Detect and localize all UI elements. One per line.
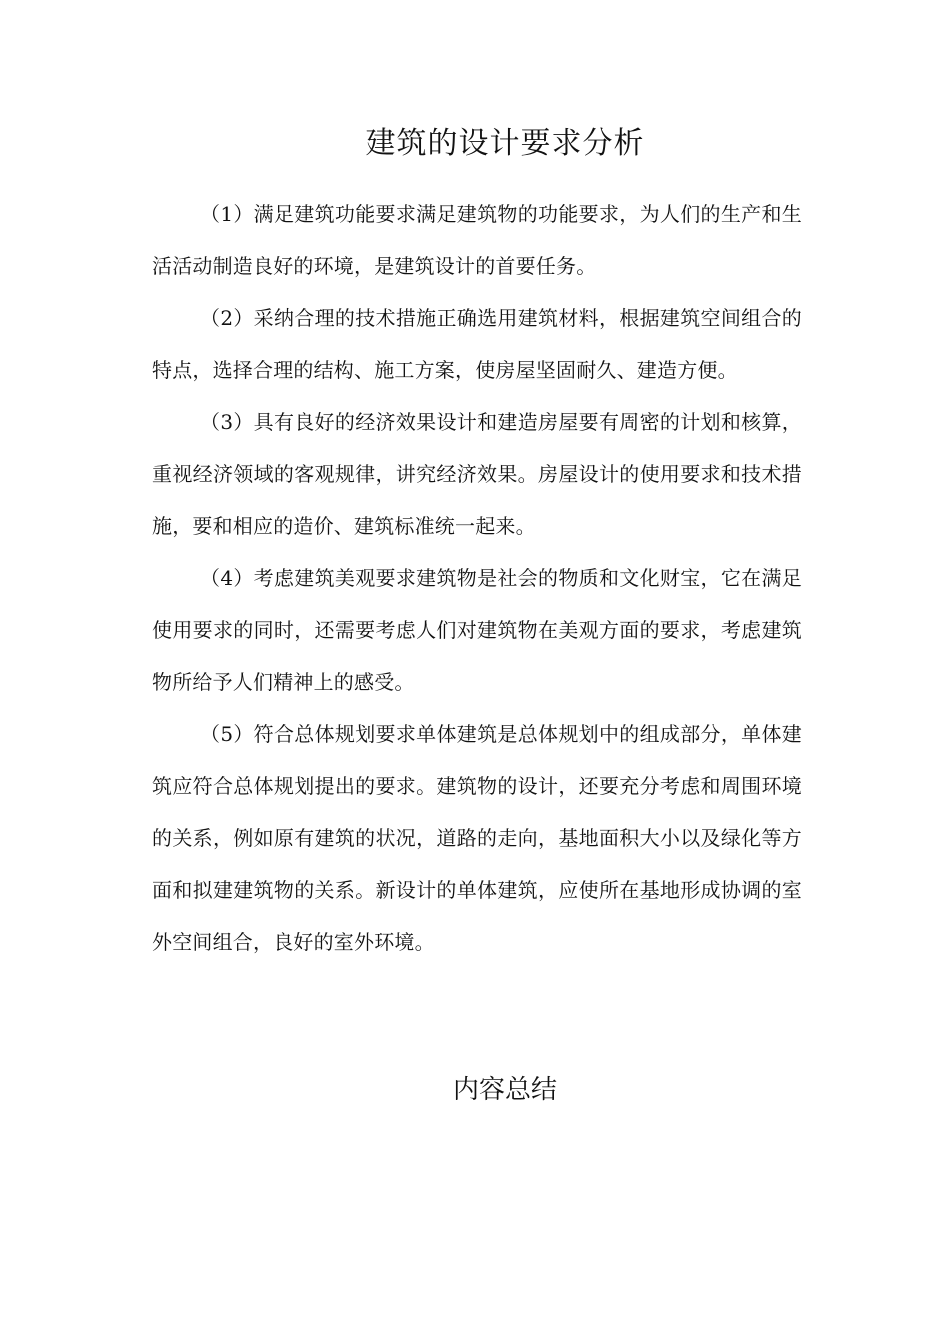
paragraph-3: （3）具有良好的经济效果设计和建造房屋要有周密的计划和核算，重视经济领域的客观规律，讲究经济效果。房屋设计的使用要求和技术措施，要和相应的造价、建筑标准统一起来。 [152, 410, 802, 538]
paragraph-5: （5）符合总体规划要求单体建筑是总体规划中的组成部分，单体建筑应符合总体规划提出的要求。建筑物的设计，还要充分考虑和周围环境的关系，例如原有建筑的状况，道路的走向，基地面积大小以及绿化等方面和拟建建筑物的关系。新设计的单体建筑，应使所在基地形成协调的室外空间组合，良好的室外环境。 [152, 722, 802, 954]
summary-heading: 内容总结 [452, 1075, 557, 1105]
paragraph-1: （1）满足建筑功能要求满足建筑物的功能要求，为人们的生产和生活活动制造良好的环境，是建筑设计的首要任务。 [152, 202, 802, 278]
document-title: 建筑的设计要求分析 [365, 126, 645, 161]
paragraph-4: （4）考虑建筑美观要求建筑物是社会的物质和文化财宝，它在满足使用要求的同时，还需要考虑人们对建筑物在美观方面的要求，考虑建筑物所给予人们精神上的感受。 [152, 566, 802, 694]
document-body [152, 188, 802, 968]
paragraph-2: （2）采纳合理的技术措施正确选用建筑材料，根据建筑空间组合的特点，选择合理的结构、施工方案，使房屋坚固耐久、建造方便。 [152, 306, 802, 382]
